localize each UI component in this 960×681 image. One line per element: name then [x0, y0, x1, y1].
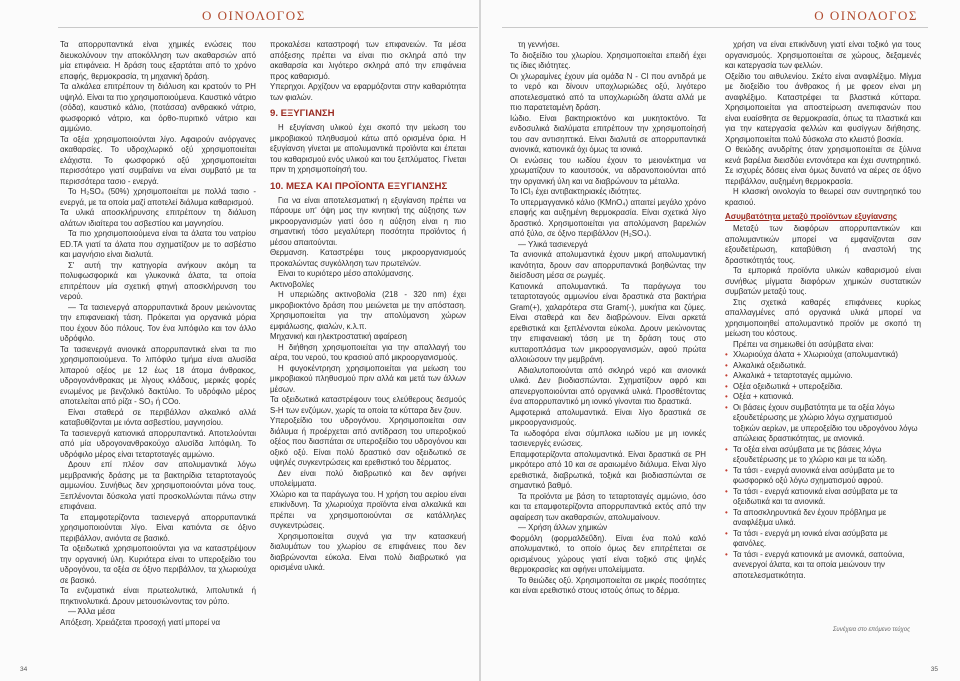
paragraph: Είναι το κυριότερο μέσο απολύμανσης.	[278, 269, 414, 278]
paragraph: Τα υλικά αποσκλήρυνσης επιτρέπουν τη διάλυση αλάτων ιδιαίτερα του ασβεστίου και μαγνησίου.	[60, 208, 256, 228]
paragraph: — Άλλα μέσα	[68, 607, 115, 616]
paragraph: Τα οξέα χρησιμοποιούνται λίγο. Αφαιρούν ανόργανες ακαθαρσίες. Το υδροχλωρικό οξύ χρησιμοποιείται ελάχιστα. Το φωσφορικό οξύ χρησιμοποιείται περισσότερο γιατί συμβαίνει να είναι συμβατό με τα περισσότερα τασιο - ενεργά.	[60, 134, 256, 186]
paragraph: Οι χλωραμίνες έχουν μία ομάδα Ν - Cl που αντιδρά με το νερό και δίνουν υποχλωριώδες οξύ, λιγότερο αποτελεσματικό από τα υποχλωριώδη άλατα αλλά με πιο παρατεταμένη δράση.	[510, 71, 706, 112]
paragraph: Το ICl₃ έχει αντιβακτηριακές ιδιότητες.	[510, 187, 642, 196]
paragraph: Τα απορρυπαντικά είναι χημικές ενώσεις που διευκολύνουν την αποκόλληση των ακαθαρσιών από μία επιφάνεια. Η δράση τους εξαρτάται από το χρόνο επαφής, θερμοκρασία, τη μηχανική δράση.	[60, 40, 256, 81]
paragraph: Η εξυγίανση υλικού έχει σκοπό την μείωση του μικροβιακού πληθυσμού κάτω από ορισμένα όρια. Η εξυγίανση γίνεται με απολυμαντικά προϊόντα και έπεται του καθαρισμού ενός υλικού και του ξεπλύματος. Γίνεται πριν τη χρησιμοποίησή του.	[270, 123, 466, 174]
paragraph: Τα πιο χρησιμοποιούμενα είναι τα άλατα του νατρίου ED.TA γιατί τα άλατα που σχηματίζουν με το ασβέστιο και μαγνήσιο είναι διαλυτά.	[60, 229, 256, 259]
paragraph: Το διοξείδιο του χλωρίου. Χρησιμοποιείται επειδή έχει τις ίδιες ιδιότητες.	[510, 50, 706, 70]
list-item: • Τα τάσι - ενεργά κατιονικά με ανιονικά, σαπούνια, ανενεργοί άλατα, και τα οποία μειώνουν την αποτελεσματικότητα.	[725, 550, 921, 582]
paragraph: Οξείδιο του αιθυλενίου. Σκέτο είναι αναφλέξιμο. Μίγμα με διοξείδιο του άνθρακος ή με φρεον είναι μη αναφλέξιμο. Καταστρέφει τα βλαστικά κύτταρα. Χρησιμοποιείται για αποστείρωση ανεπιφανών που είναι ευαίσθητα σε θερμοκρασία, όπως τα πλαστικά και για την κατεργασία φελλών και φυσίγγων διήθησης. Χρησιμοποιείται πολύ δύσκολα στο κλειστό βοσκία.	[725, 71, 921, 144]
paragraph: Τα ενζυματικά είναι πρωτεολυτικά, λιπολυτικά ή πηκτινολυτικά. Δρουν μετουσιώνοντας τον ρύπο.	[60, 586, 256, 606]
paragraph: Τα προϊόντα με βάση το τεταρτοταγές αμμώνιο, όσο και τα επαμφοτερίζοντα απορρυπαντικά εκτός από την αφαίρεση των ακαθαρσιών, απολυμαίνουν.	[510, 491, 706, 522]
list-item: • Οι βάσεις έχουν συμβατότητα με τα οξέα λόγω εξουδετέρωσης με χλώριο λόγω σχηματισμού τοξικών αερίων, με υπεροξείδιο του υδρογόνου λόγω απώλειας δραστικότητας, με ανιονικά.	[725, 403, 921, 445]
paragraph: Η υπεριώδης ακτινοβολία (218 - 320 nm) έχει μικροβιοκτόνο δράση που μειώνεται με την απόσταση. Χρησιμοποιείται για την απολύμανση χώρων εμφιάλωσης, φιαλών, κ.λ.π.	[270, 290, 466, 331]
paragraph: — Χρήση άλλων χημικών	[518, 523, 608, 532]
paragraph: — Τα τασιενεργά απορρυπαντικά δρουν μειώνοντας την επιφανειακή τάση. Πρόκειται για οργανικά μόρια που έχουν δύο πόλους. Τον ένα λιπόφιλο και τον άλλο υδρόφιλο.	[60, 302, 256, 343]
paragraph: Στις σχετικά καθαρές επιφάνειες κυρίως απαλλαγμένες από οργανικά υλικά μπορεί να χρησιμοποιηθεί απολυμαντικό προϊόν με σκοπό τη μείωση του κόστους.	[725, 297, 921, 338]
section-heading: 9. ΕΞΥΓΙΑΝΣΗ	[270, 108, 335, 119]
running-header-right: Ο ΟΙΝΟΛΟΓΟΣ	[814, 8, 918, 23]
paragraph: Οι ενώσεις του ιωδίου έχουν το μειονέκτημα να χρωματίζουν το καουτσούκ, να αδρανοποιούνται από την οργανική ύλη και να διαβρώνουν τα μέταλλα.	[510, 155, 706, 186]
paragraph: Τα αλκάλεα επιτρέπουν τη διάλυση και κρατούν το PH υψηλό. Είναι τα πιο χρησιμοποιούμενα. Καυστικό νάτριο (σόδα), καυστικό κάλιο, (ποτάσσα) ανθρακικό νάτριο, φωσφορικό νάτριο, και όρθο-πυριτικό νάτριο και αμμώνιο.	[60, 82, 256, 133]
bullet-list	[725, 350, 921, 581]
paragraph: Απόξεση. Χρειάζεται προσοχή γιατί μπορεί να	[60, 617, 221, 627]
paragraph: Δρουν επί πλέον σαν απολυμαντικά λόγω μεμβρανικής δράσης με τα βακτηρίδια τεταρτοταγούς αμμωνίου. Συνήθως δεν χρησιμοποιούνται μόνα τους. Ξεπλένονται δύσκολα γιατί προσκολλώνται πάνω στην επιφάνεια.	[60, 460, 256, 511]
left-column-1	[60, 40, 256, 628]
list-item: • Οξέα οξειδωτικά + υπεροξείδια.	[725, 382, 921, 393]
list-item: • Τα τάσι - ενεργά ανιονικά είναι ασύμβατα με το φωσφορικό οξύ λόγω σχηματισμού αφρού.	[725, 466, 921, 487]
paragraph: Σ' αυτή την κατηγορία ανήκουν ακόμη τα πολυφωσφορικά και γλυκονικά άλατα, τα οποία επιτρέπουν μία σχετική φτηνή αποσκλήρυνση του νερού.	[60, 260, 256, 301]
right-column-2	[725, 40, 921, 581]
paragraph: Αδιαλυτοποιούνται από σκληρό νερό και ανιονικά υλικά. Δεν βιοδιασπώνται. Σχηματίζουν αφρό και απενεργοποιούνται από οργανικά υλικά. Προσθέτοντας ένα απορρυπαντικό μη ιονικό γίνονται πιο δραστικά.	[510, 365, 706, 406]
paragraph: Υπερηχοι. Αρχίζουν να εφαρμόζονται στην καθαριότητα των φιαλών.	[270, 82, 466, 102]
paragraph: Τα εμπορικά προϊόντα υλικών καθαρισμού είναι συνήθως μίγματα διαφόρων χημικών συστατικών συμβατών μεταξύ τους.	[725, 266, 921, 296]
paragraph: Ακτινοβολίες	[270, 279, 315, 289]
paragraph: Δεν είναι πολύ διαβρωτικό και δεν αφήνει υπολείμματα.	[270, 468, 466, 488]
right-column-1	[510, 40, 706, 597]
paragraph: Πρέπει να σημειωθεί ότι ασύμβατα είναι:	[733, 339, 874, 349]
paragraph: Κατιονικά απολυμαντικά. Τα παράγωγα του τεταρτοταγούς αμμωνίου είναι δραστικά στα βακτήρια Gram(+), χαλαρότερα στα Gram(-), μυκήτια και ζύμες. Είναι σταθερά και δεν διαβρώνουν. Είναι αρκετά ερεθιστικά και ξεπλένονται εύκολα. Δρουν μειώνοντας την επιφανειακή τάση με τη δράση τους στο κυτταροπλάσμα των μικροοργανισμών, αφού πρώτα αλλοιώσουν την μεμβράνη.	[510, 281, 706, 364]
paragraph: Τα οξειδωτικά καταστρέφουν τους ελεύθερους δεσμούς S-H των ενζύμων, χωρίς τα οποία τα κύτταρα δεν ζουν.	[270, 395, 466, 415]
header-rule	[58, 27, 478, 28]
section-heading: 10. ΜΕΣΑ ΚΑΙ ΠΡΟΪΟΝΤΑ ΕΞΥΓΙΑΝΣΗΣ	[270, 180, 448, 192]
page-number-left: 34	[20, 666, 28, 673]
list-item: • Οξέα + κατιονικά.	[725, 392, 921, 403]
paragraph: Η διήθηση χρησιμοποιείται για την απαλλαγή του αέρα, του νερού, του κρασιού από μικροοργανισμούς.	[270, 342, 466, 362]
paragraph: Η φυγοκέντρηση χρησιμοποιείται για μείωση του μικροβιακού πληθυσμού πριν αλλά και μετά των άλλων μέσων.	[270, 363, 466, 394]
list-item: • Χλωριούχα άλατα + Χλωριούχα (απολυμαντικά)	[725, 350, 921, 361]
paragraph: Μηχανική και ηλεκτροστατική αφαίρεση	[270, 332, 407, 341]
paragraph: Ιώδιο. Είναι βακτηριοκτόνο και μυκητοκτόνο. Τα ενδοσυλικά διαλύματα επιτρέπουν την χρησιμοποίησή του σαν αντισηπτικά. Είναι διαλυτά σε απορρυπαντικά ανιονικά, κατιονικά όχι όμως τα ιονικά.	[510, 113, 706, 154]
paragraph: Τα τασιενεργά ανιονικά απορρυπαντικά είναι τα πιο χρησιμοποιούμενα. Το λιπόφιλο τμήμα είναι αλυσίδα λιπαρού οξέος με 12 έως 18 άτομα άνθρακος, υδρογονάνθρακας με λίγους κλάδους, μερικές φορές ενωμένος με βενζολικό δακτύλιο. Το υδρόφιλο μέρος αποτελείται από ρίζα - SO₃ ή COο.	[60, 344, 256, 406]
list-item: • Τα οξέα είναι ασύμβατα με τις βάσεις λόγω εξουδετέρωσης με το χλώριο και με τα ιώδη.	[725, 445, 921, 466]
paragraph: Το υπερμαγγανικό κάλιο (KMnO₄) απαιτεί μεγάλο χρόνο επαφής και αυξημένη θερμοκρασία. Είναι σχετικά λίγο δραστικό. Χρησιμοποιείται για απολύμανση βαρελιών από ξύλο, σε όξινο περιβάλλον (H₂SO₄).	[510, 197, 706, 238]
paragraph: Τα τασιενεργά κατιονικά απορρυπαντικά. Αποτελούνται από μία υδρογονανθρακούχο αλυσίδα λιπόφιλη. Το υδρόφιλο μέρος είναι τεταρτοταγές αμμώνιο.	[60, 428, 256, 459]
paragraph: Αμφοτερικά απολυμαντικά. Είναι λίγο δραστικά σε μικροοργανισμούς.	[510, 407, 706, 427]
paragraph: Η κλασική οινολογία το θεωρεί σαν συντηρητικό του κρασιού.	[725, 187, 921, 207]
paragraph: Είναι σταθερά σε περιβάλλον αλκαλικό αλλά καταβυθίζονται με ιόντα ασβεστίου, μαγνησίου.	[60, 407, 256, 427]
paragraph: Τα ανιονικά απολυμαντικά έχουν μικρή απολυμαντική ικανότητα, δρουν σαν απορρυπαντικά βοηθώντας την διείσδυση μέσα σε ρωγμές.	[510, 250, 706, 280]
paragraph: Θερμανση. Καταστρέφει τους μικροοργανισμούς προκαλώντας συγκόλληση των πρωτεϊνών.	[270, 248, 466, 268]
header-rule-right	[502, 27, 928, 28]
left-column-2	[270, 40, 466, 574]
paragraph: Χρησιμοποιείται συχνά για την κατασκευή διαλυμάτων του χλωρίου σε επιφάνειες που δεν διαβρώνονται εύκολα. Είναι πολύ διαβρωτικό για ορισμένα υλικά.	[270, 531, 466, 572]
list-item: • Τα τάσι - ενεργά κατιονικά είναι ασύμβατα με τα οξειδωτικά και τα ανιονικά.	[725, 487, 921, 508]
list-item: • Αλκαλικά οξειδωτικά.	[725, 361, 921, 372]
paragraph: τη γεννήσει.	[518, 40, 560, 49]
continuation-note: Συνέχεια στο επόμενο τεύχος	[832, 627, 910, 633]
paragraph: Τα ιωδοφόρα είναι σύμπλοκα ιωδίου με μη ιονικές τασιενεργές ενώσεις.	[510, 428, 706, 448]
paragraph: προκαλέσει καταστροφή των επιφανειών. Τα μέσα απόξεσης πρέπει να είναι πιο σκληρά από την ακαθαρσία και λιγότερο σκληρά από την επιφάνεια προς καθαρισμό.	[270, 40, 466, 81]
paragraph: Μεταξύ των διαφόρων απορρυπαντικών και απολυμαντικών μπορεί να εμφανίζονται σαν εξουδετέρωση, καταβύθιση ή αναστολή της δραστικότητάς τους.	[725, 224, 921, 265]
paragraph: Για να είναι αποτελεσματική η εξυγίανση πρέπει να πάρουμε υπ' όψη μας την κινητική της αύξησης των μικροοργανισμών γιατί όσο η αύξηση είναι η πιο σημαντική τόσο μεγαλύτερη ποσότητα προϊόντος ή μέσου απαιτούνται.	[270, 195, 466, 247]
paragraph: Ο θειώδης ανυδρίτης όταν χρησιμοποιείται σε ξύλινα κενά βαρέλια διεισδύει εντονότερα και έχει συντηρητικό. Σε ισχυρές δόσεις είναι όμως δυνατό να αέρες σε όξινο περιβάλλον, αυξημένη θερμοκρασία.	[725, 145, 921, 186]
list-item: • Τα αποσκληρυντικά δεν έχουν πρόβλημα με αναφλέξιμα υλικά.	[725, 508, 921, 529]
paragraph: Το H₂SO₄ (50%) χρησιμοποιείται με πολλά τασιο - ενεργά, με τα οποία μαζί αποτελεί διάλυμα καθαρισμού.	[60, 187, 256, 207]
paragraph: Φορμόλη (φορμαλδεΰδη). Είναι ένα πολύ καλό απολυμαντικό, το οποίο όμως δεν επιτρέπεται σε ορισμένους χώρους γιατί είναι τοξικό στις ψηλές θερμοκρασίες και αφήνει υπολείμματα.	[510, 533, 706, 574]
paragraph: Το θειώδες οξύ. Χρησιμοποιείται σε μικρές ποσότητες και είναι ερεθιστικό στους ιστούς όπως το δέρμα.	[510, 575, 706, 595]
paragraph: Χλώριο και τα παράγωγα του. Η χρήση του αερίου είναι επικίνδυνη. Τα χλωριούχα προϊόντα είναι αλκαλικά και πρέπει να χρησιμοποιούνται σε κατάλληλες συγκεντρώσεις.	[270, 489, 466, 530]
list-item: • Αλκαλικά + τεταρτοταγές αμμώνιο.	[725, 371, 921, 382]
subsection-heading: Ασυμβατότητα μεταξύ προϊόντων εξυγίανσης	[725, 212, 898, 221]
paragraph: Υπεροξείδιο του υδρογόνου. Χρησιμοποιείται σαν διάλυμα ή προέρχεται από αντίδραση του υπεροξικού οξέος που διασπάται σε υπεροξείδιο του υδρογόνου και οξικό οξύ. Είναι πολύ δραστικό σαν οξειδωτικό σε υψηλές συγκεντρώσεις και ερεθιστικό του δέρματος.	[270, 416, 466, 467]
page-number-right: 35	[930, 666, 938, 673]
paragraph: χρήση να είναι επικίνδυνη γιατί είναι τοξικό για τους οργανισμούς. Χρησιμοποιείται σε χώρους, δεξαμενές και κατεργασία των φελλών.	[725, 40, 921, 70]
running-header: Ο ΟΙΝΟΛΟΓΟΣ	[202, 8, 306, 23]
paragraph: Επαμφοτερίζοντα απολυμαντικά. Είναι δραστικά σε PH μικρότερο από 10 και σε αραιωμένο διάλυμα. Είναι λίγο ερεθιστικά, διαβρωτικά, τοξικά και βιοδιασπώνται σε σημαντικό βαθμό.	[510, 449, 706, 490]
paragraph: Τα επαμφοτερίζοντα τασιενεργά απορρυπαντικά χρησιμοποιούνται λίγο. Είναι κατιόντα σε όξινο περιβάλλον, ανιόντα σε βασικό.	[60, 512, 256, 543]
paragraph: Τα οξειδωτικά χρησιμοποιούνται για να καταστρέψουν την οργανική ύλη. Κυριότερα είναι το υπεροξείδιο του υδρογόνου, τα οξέα σε όξινο περιβάλλον, τα χλωριούχα σε βασικό.	[60, 544, 256, 585]
right-page	[480, 0, 960, 681]
list-item: • Τα τάσι - ενεργά μη ιονικά είναι ασύμβατα με φαινόλες.	[725, 529, 921, 550]
paragraph: — Υλικά τασιενεργά	[518, 239, 588, 249]
